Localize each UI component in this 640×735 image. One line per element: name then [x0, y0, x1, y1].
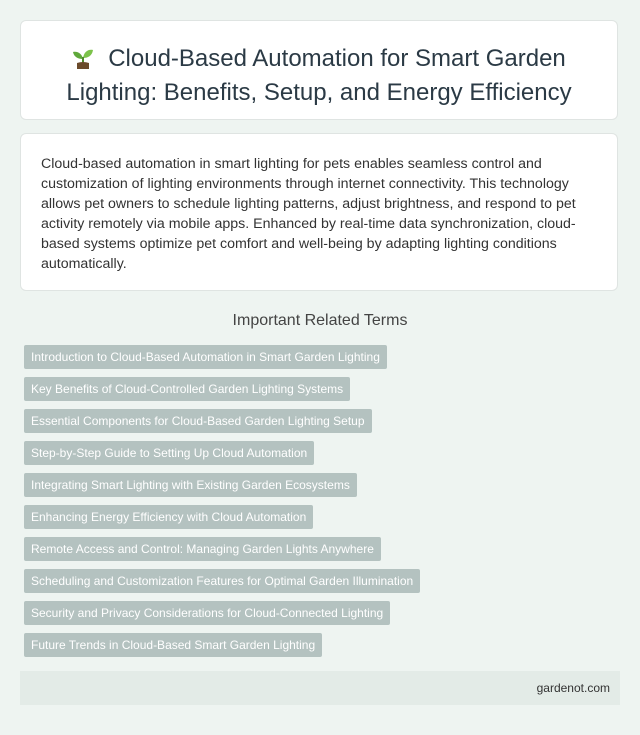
description-text: Cloud-based automation in smart lighting for pets enables seamless control and customization of lighting environments through internet connectivity. This technology allows pet owners to schedule lighting patterns, adjust brightness, and respond to pet activity remotely via mobile apps. Enhanced by real-time data synchronization, cloud-based systems optimize pet comfort and well-being by adapting lighting conditions automatically.	[41, 156, 576, 272]
list-item	[24, 473, 616, 505]
related-term-link[interactable]: Step-by-Step Guide to Setting Up Cloud Automation	[24, 441, 314, 465]
list-item	[24, 441, 616, 473]
list-item	[24, 569, 616, 601]
footer	[20, 671, 620, 705]
sprout-icon	[72, 45, 94, 77]
related-term-link[interactable]: Introduction to Cloud-Based Automation in Smart Garden Lighting	[24, 345, 387, 369]
list-item	[24, 601, 616, 633]
list-item	[24, 377, 616, 409]
description-card	[20, 133, 618, 291]
related-term-link[interactable]: Future Trends in Cloud-Based Smart Garden Lighting	[24, 633, 322, 657]
title-card	[20, 20, 618, 120]
list-item	[24, 505, 616, 537]
page-title	[21, 21, 617, 108]
related-term-link[interactable]: Essential Components for Cloud-Based Garden Lighting Setup	[24, 409, 372, 433]
page-title-text: Cloud-Based Automation for Smart Garden Lighting: Benefits, Setup, and Energy Efficiency	[66, 45, 572, 106]
related-term-link[interactable]: Security and Privacy Considerations for Cloud-Connected Lighting	[24, 601, 390, 625]
related-terms-list	[24, 345, 616, 665]
list-item	[24, 345, 616, 377]
related-terms-heading: Important Related Terms	[232, 312, 408, 329]
related-term-link[interactable]: Remote Access and Control: Managing Garden Lights Anywhere	[24, 537, 381, 561]
list-item	[24, 633, 616, 665]
list-item	[24, 409, 616, 441]
list-item	[24, 537, 616, 569]
footer-site-link[interactable]: gardenot.com	[536, 681, 610, 695]
related-term-link[interactable]: Scheduling and Customization Features for Optimal Garden Illumination	[24, 569, 420, 593]
related-term-link[interactable]: Enhancing Energy Efficiency with Cloud Automation	[24, 505, 313, 529]
related-term-link[interactable]: Integrating Smart Lighting with Existing Garden Ecosystems	[24, 473, 357, 497]
related-term-link[interactable]: Key Benefits of Cloud-Controlled Garden Lighting Systems	[24, 377, 350, 401]
